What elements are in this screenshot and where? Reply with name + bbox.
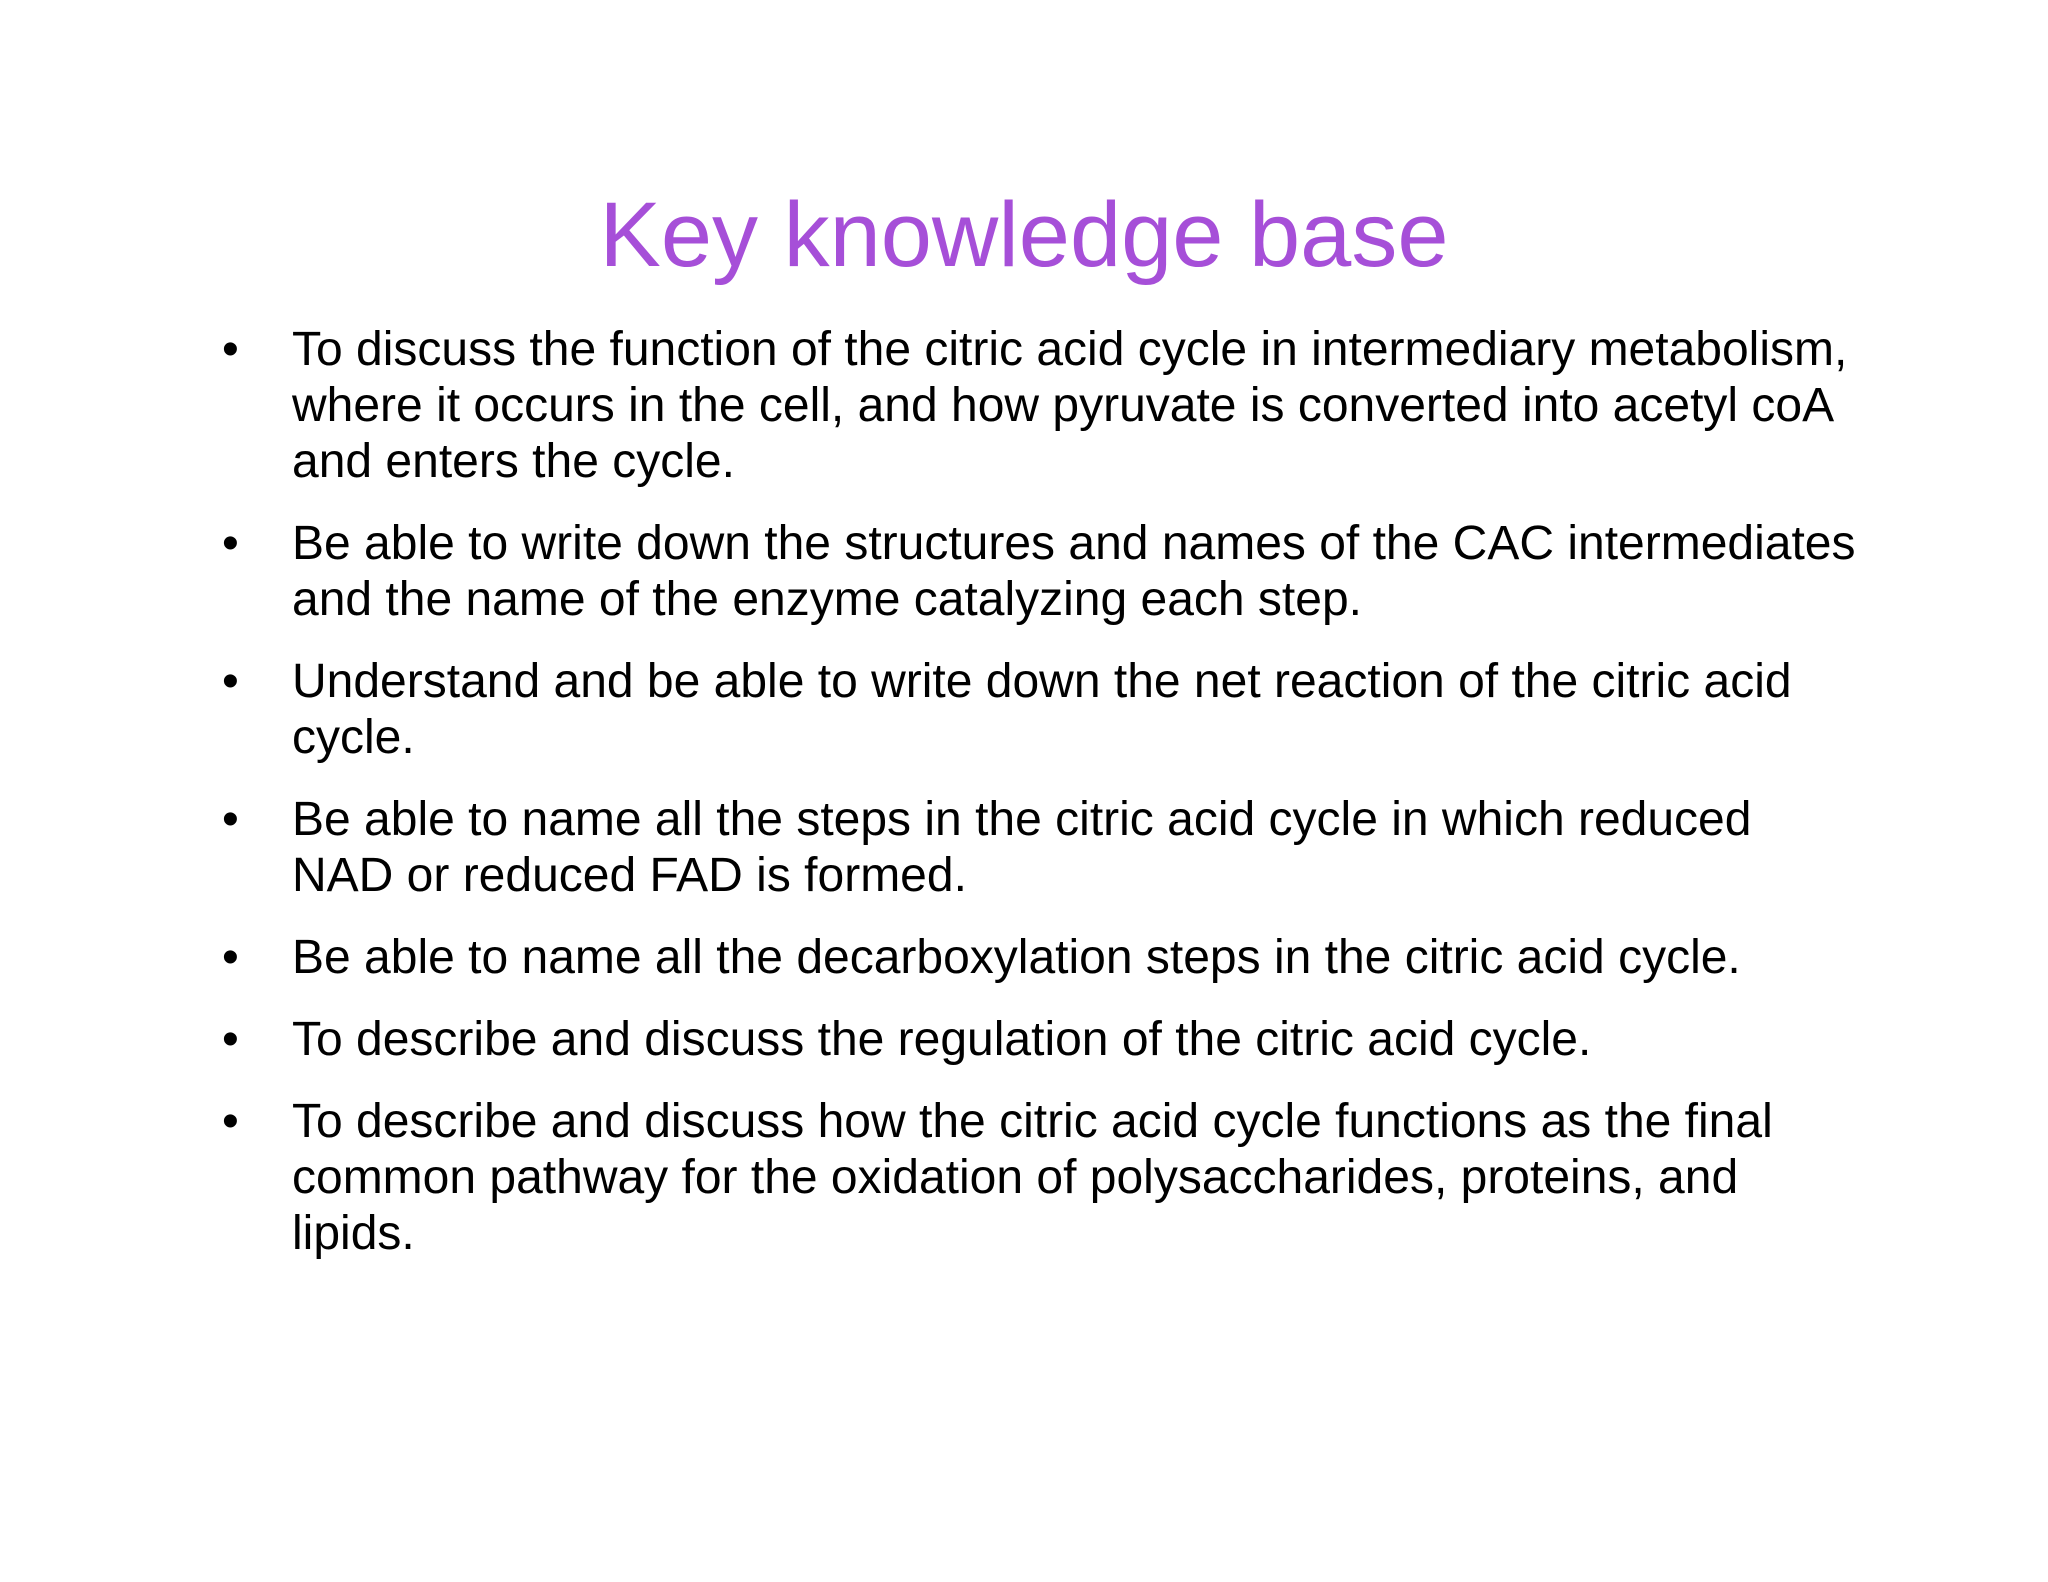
bullet-dot-icon: • bbox=[222, 931, 239, 984]
bullet-text: Be able to name all the decarboxylation steps in the citric acid cycle. bbox=[292, 931, 1741, 984]
bullet-text: Be able to name all the steps in the citric acid cycle in which reduced NAD or reduced FAD is formed. bbox=[292, 793, 1752, 902]
bullet-item bbox=[222, 930, 1862, 986]
bullet-item bbox=[222, 1012, 1862, 1068]
bullet-item bbox=[222, 1094, 1862, 1262]
bullet-dot-icon: • bbox=[222, 793, 239, 846]
bullet-list bbox=[222, 322, 1862, 1288]
bullet-dot-icon: • bbox=[222, 655, 239, 708]
bullet-dot-icon: • bbox=[222, 517, 239, 570]
bullet-item bbox=[222, 516, 1862, 628]
bullet-dot-icon: • bbox=[222, 323, 239, 376]
bullet-text: To describe and discuss how the citric acid cycle functions as the final common pathway for the oxidation of polysaccharides, proteins, and lipids. bbox=[292, 1095, 1773, 1260]
slide-title: Key knowledge base bbox=[599, 184, 1449, 286]
bullet-item bbox=[222, 322, 1862, 490]
bullet-dot-icon: • bbox=[222, 1095, 239, 1148]
bullet-text: To discuss the function of the citric acid cycle in intermediary metabolism, where it occurs in the cell, and how pyruvate is converted into acetyl coA and enters the cycle. bbox=[292, 323, 1848, 488]
bullet-text: To describe and discuss the regulation of the citric acid cycle. bbox=[292, 1013, 1592, 1066]
bullet-item bbox=[222, 654, 1862, 766]
bullet-dot-icon: • bbox=[222, 1013, 239, 1066]
bullet-item bbox=[222, 792, 1862, 904]
bullet-text: Understand and be able to write down the net reaction of the citric acid cycle. bbox=[292, 655, 1792, 764]
bullet-text: Be able to write down the structures and names of the CAC intermediates and the name of the enzyme catalyzing each step. bbox=[292, 517, 1856, 626]
